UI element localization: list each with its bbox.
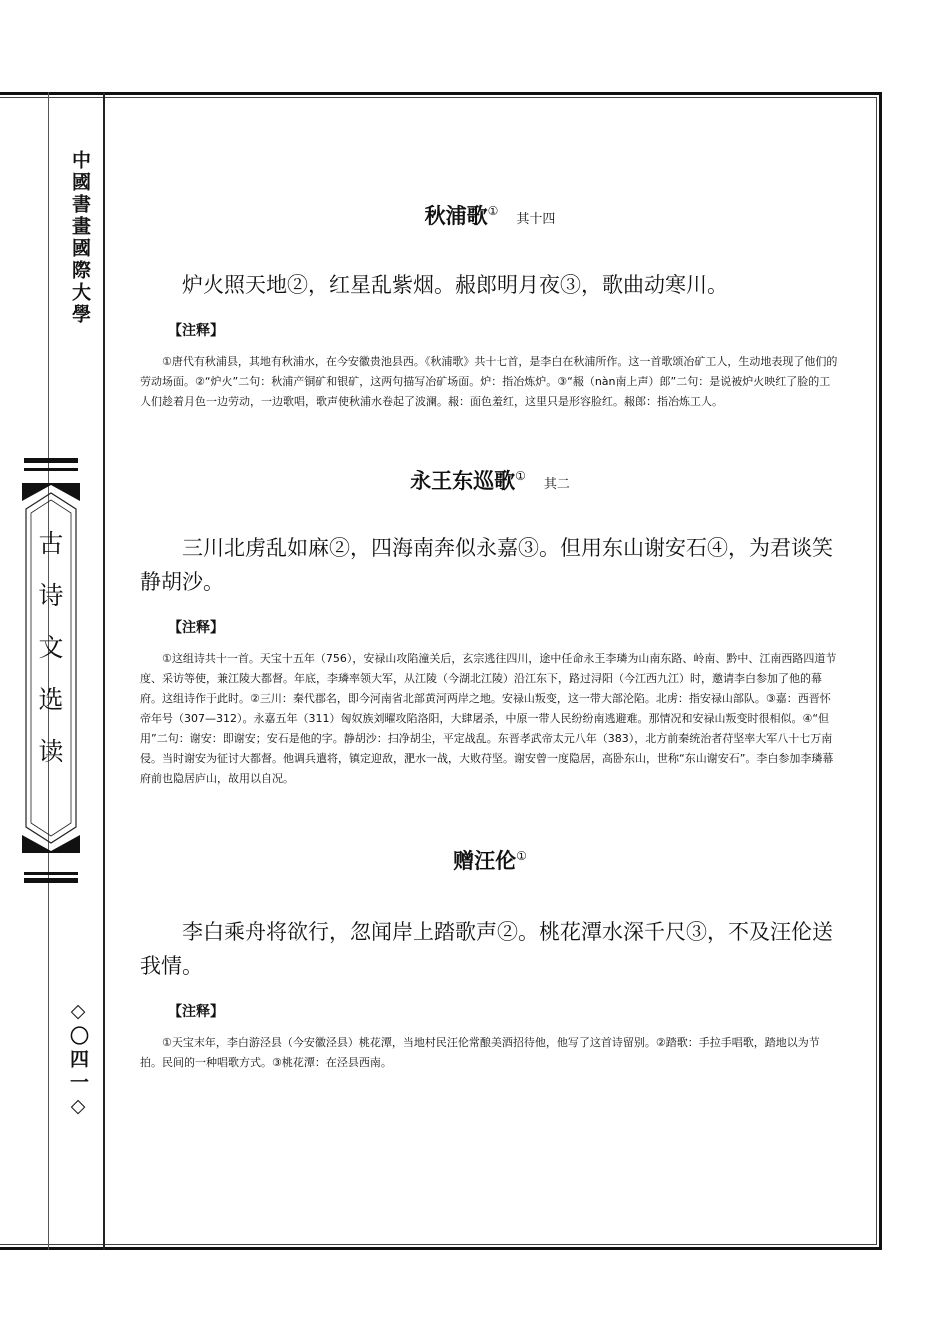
sidebar-rule-right xyxy=(103,92,105,1250)
poem-text: 李白乘舟将欲行，忽闻岸上踏歌声②。桃花潭水深千尺③，不及汪伦送我情。 xyxy=(140,920,833,978)
note-text: ①这组诗共十一首。天宝十五年（756），安禄山攻陷潼关后，玄宗逃往四川，途中任命永王李璘为山南东路、岭南、黔中、江南西路四道节度、采访等使，兼江陵大都督。年底，李璘率领大军，从江陵（今湖北江陵）沿江东下，路过浔阳（今江西九江）时，邀请李白参加了他的幕府。这组诗作于此时。②三川：秦代郡名，即今河南省北部黄河两岸之地。安禄山叛变，这一带大部沦陷。北虏：指安禄山部队。③嘉：西晋怀帝年号（307—312）。永嘉五年（311）匈奴族刘曜攻陷洛阳，大肆屠杀，中原一带人民纷纷南逃避难。那情况和安禄山叛变时很相似。④“但用”二句：谢安：即谢安；安石是他的字。静胡沙：扫净胡尘，平定战乱。东晋孝武帝太元八年（383），北方前秦统治者苻坚率大军八十七万南侵。当时谢安为征讨大都督。他调兵遣将，镇定迎敌，淝水一战，大败苻坚。谢安曾一度隐居，高卧东山，世称“东山谢安石”。李白参加李璘幕府前也隐居庐山，故用以自况。 xyxy=(140,652,837,785)
poem-text: 三川北虏乱如麻②，四海南奔似永嘉③。但用东山谢安石④，为君谈笑静胡沙。 xyxy=(140,536,833,594)
poem-section-qiupuge xyxy=(140,200,840,412)
poem-text: 炉火照天地②，红星乱紫烟。赧郎明月夜③，歌曲动寒川。 xyxy=(182,273,728,297)
tab-bar-top-1 xyxy=(24,458,78,463)
poem-section-zengwanglun xyxy=(140,845,840,1073)
poem-title: 赠汪伦① xyxy=(453,849,527,873)
page-number: ◇〇四一◇ xyxy=(67,1000,89,1121)
note-heading: 【注释】 xyxy=(168,620,224,636)
book-title: 古诗文选读 xyxy=(35,530,64,790)
tab-bar-top-2 xyxy=(24,468,78,471)
poem-title: 永王东巡歌①其二 xyxy=(410,469,570,493)
tab-bar-bottom-1 xyxy=(24,872,78,875)
university-name: 中國書畫國際大學 xyxy=(69,150,91,326)
poem-title: 秋浦歌①其十四 xyxy=(424,204,556,228)
note-text: ①天宝末年，李白游泾县（今安徽泾县）桃花潭，当地村民汪伦常酿美酒招待他，他写了这首诗留别。②踏歌：手拉手唱歌，踏地以为节拍。民间的一种唱歌方式。③桃花潭：在泾县西南。 xyxy=(140,1036,820,1069)
tab-bar-bottom-2 xyxy=(24,878,78,883)
poem-section-yongwang xyxy=(140,465,840,789)
note-text: ①唐代有秋浦县，其地有秋浦水，在今安徽贵池县西。《秋浦歌》共十七首，是李白在秋浦所作。这一首歌颂冶矿工人，生动地表现了他们的劳动场面。②“炉火”二句：秋浦产铜矿和银矿，这两句描写冶矿场面。炉：指冶炼炉。③“赧（nàn南上声）郎”二句：是说被炉火映红了脸的工人们趁着月色一边劳动，一边歌唱，歌声使秋浦水卷起了波澜。赧：面色羞红，这里只是形容脸红。赧郎：指冶炼工人。 xyxy=(140,355,838,408)
note-heading: 【注释】 xyxy=(168,1004,224,1020)
note-heading: 【注释】 xyxy=(168,323,224,339)
